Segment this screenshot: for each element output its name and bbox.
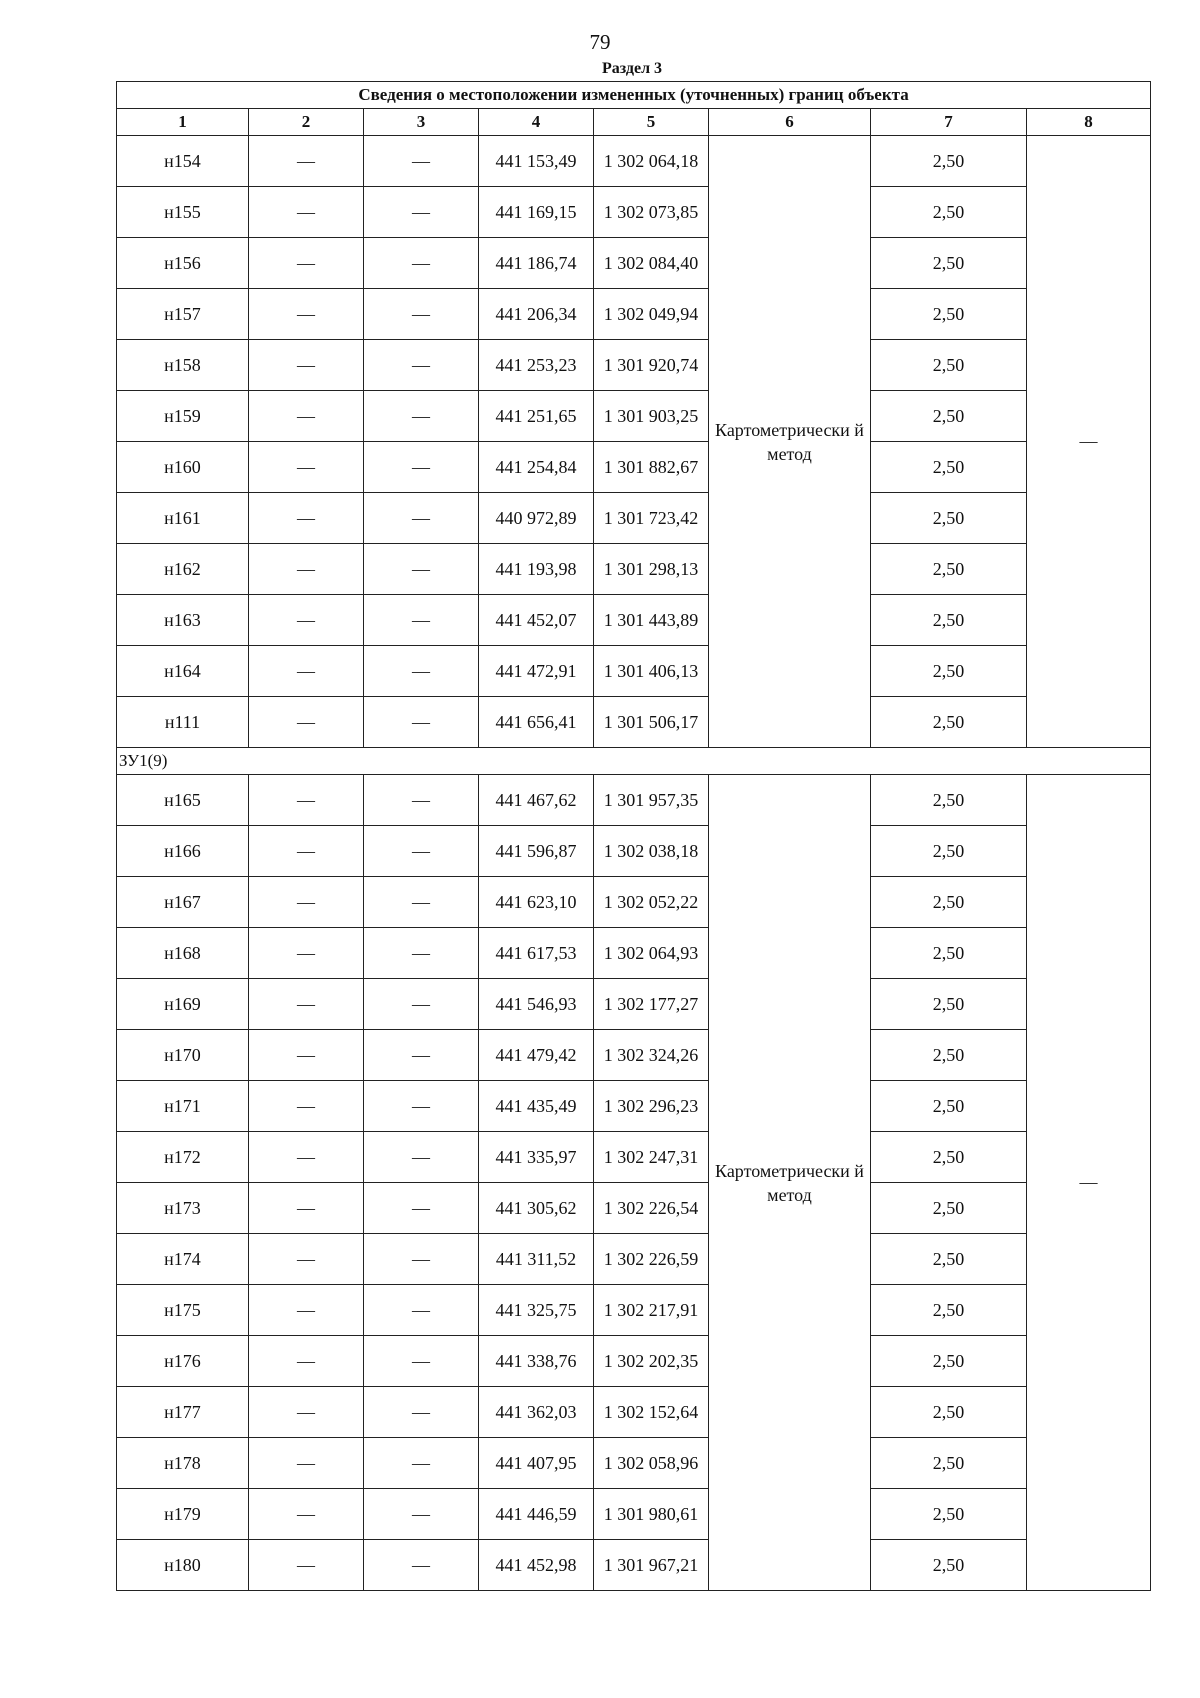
point-name-cell: н179 (117, 1489, 249, 1540)
point-name-cell: н163 (117, 595, 249, 646)
coord-y-cell: 1 302 226,54 (594, 1183, 709, 1234)
col2-cell: — (249, 697, 364, 748)
column-number-3: 3 (364, 109, 479, 136)
accuracy-cell: 2,50 (871, 493, 1027, 544)
column-number-5: 5 (594, 109, 709, 136)
table-row (117, 877, 1151, 928)
accuracy-cell: 2,50 (871, 1183, 1027, 1234)
coord-x-cell: 441 435,49 (479, 1081, 594, 1132)
col2-cell: — (249, 1132, 364, 1183)
coord-x-cell: 440 972,89 (479, 493, 594, 544)
point-name-cell: н178 (117, 1438, 249, 1489)
col2-cell: — (249, 1183, 364, 1234)
coord-y-cell: 1 302 177,27 (594, 979, 709, 1030)
table-row (117, 391, 1151, 442)
coord-y-cell: 1 302 226,59 (594, 1234, 709, 1285)
accuracy-cell: 2,50 (871, 595, 1027, 646)
accuracy-cell: 2,50 (871, 775, 1027, 826)
col3-cell: — (364, 340, 479, 391)
accuracy-cell: 2,50 (871, 391, 1027, 442)
col3-cell: — (364, 1540, 479, 1591)
accuracy-cell: 2,50 (871, 826, 1027, 877)
coord-x-cell: 441 452,07 (479, 595, 594, 646)
accuracy-cell: 2,50 (871, 1285, 1027, 1336)
table-row (117, 1183, 1151, 1234)
coord-x-cell: 441 472,91 (479, 646, 594, 697)
coord-x-cell: 441 153,49 (479, 136, 594, 187)
coord-x-cell: 441 407,95 (479, 1438, 594, 1489)
accuracy-cell: 2,50 (871, 1081, 1027, 1132)
point-name-cell: н174 (117, 1234, 249, 1285)
point-name-cell: н180 (117, 1540, 249, 1591)
coord-y-cell: 1 302 324,26 (594, 1030, 709, 1081)
accuracy-cell: 2,50 (871, 1438, 1027, 1489)
table-row (117, 493, 1151, 544)
accuracy-cell: 2,50 (871, 1030, 1027, 1081)
point-name-cell: н158 (117, 340, 249, 391)
col2-cell: — (249, 1489, 364, 1540)
coord-x-cell: 441 325,75 (479, 1285, 594, 1336)
coord-x-cell: 441 169,15 (479, 187, 594, 238)
col2-cell: — (249, 1438, 364, 1489)
accuracy-cell: 2,50 (871, 928, 1027, 979)
accuracy-cell: 2,50 (871, 544, 1027, 595)
group-label-row (117, 748, 1151, 775)
accuracy-cell: 2,50 (871, 136, 1027, 187)
col2-cell: — (249, 187, 364, 238)
coord-y-cell: 1 301 443,89 (594, 595, 709, 646)
col2-cell: — (249, 238, 364, 289)
table-row (117, 1234, 1151, 1285)
table-row (117, 1285, 1151, 1336)
col2-cell: — (249, 1081, 364, 1132)
col3-cell: — (364, 1081, 479, 1132)
coord-y-cell: 1 302 247,31 (594, 1132, 709, 1183)
accuracy-cell: 2,50 (871, 697, 1027, 748)
coord-x-cell: 441 546,93 (479, 979, 594, 1030)
col3-cell: — (364, 1132, 479, 1183)
column-number-2: 2 (249, 109, 364, 136)
accuracy-cell: 2,50 (871, 340, 1027, 391)
point-name-cell: н166 (117, 826, 249, 877)
table-row (117, 187, 1151, 238)
method-cell: Картометрически й метод (709, 136, 871, 748)
table-row (117, 1081, 1151, 1132)
col2-cell: — (249, 877, 364, 928)
col3-cell: — (364, 1285, 479, 1336)
accuracy-cell: 2,50 (871, 1387, 1027, 1438)
col3-cell: — (364, 544, 479, 595)
accuracy-cell: 2,50 (871, 1234, 1027, 1285)
point-name-cell: н168 (117, 928, 249, 979)
coord-y-cell: 1 302 038,18 (594, 826, 709, 877)
col3-cell: — (364, 1489, 479, 1540)
table-row (117, 1438, 1151, 1489)
table-row (117, 979, 1151, 1030)
coord-x-cell: 441 446,59 (479, 1489, 594, 1540)
column-number-7: 7 (871, 109, 1027, 136)
col3-cell: — (364, 136, 479, 187)
table-row (117, 928, 1151, 979)
coord-x-cell: 441 253,23 (479, 340, 594, 391)
coord-x-cell: 441 193,98 (479, 544, 594, 595)
table-row (117, 238, 1151, 289)
point-name-cell: н177 (117, 1387, 249, 1438)
col3-cell: — (364, 289, 479, 340)
coord-y-cell: 1 301 723,42 (594, 493, 709, 544)
col3-cell: — (364, 877, 479, 928)
coord-y-cell: 1 302 217,91 (594, 1285, 709, 1336)
point-name-cell: н165 (117, 775, 249, 826)
table-row (117, 595, 1151, 646)
accuracy-cell: 2,50 (871, 1489, 1027, 1540)
col2-cell: — (249, 442, 364, 493)
point-name-cell: н169 (117, 979, 249, 1030)
col2-cell: — (249, 1336, 364, 1387)
table-row (117, 697, 1151, 748)
coord-y-cell: 1 301 298,13 (594, 544, 709, 595)
col2-cell: — (249, 928, 364, 979)
point-name-cell: н162 (117, 544, 249, 595)
coord-x-cell: 441 596,87 (479, 826, 594, 877)
point-name-cell: н157 (117, 289, 249, 340)
col3-cell: — (364, 1438, 479, 1489)
coord-y-cell: 1 301 406,13 (594, 646, 709, 697)
table-body (117, 82, 1151, 1591)
point-name-cell: н161 (117, 493, 249, 544)
coord-y-cell: 1 301 957,35 (594, 775, 709, 826)
col3-cell: — (364, 238, 479, 289)
table-row (117, 1132, 1151, 1183)
col2-cell: — (249, 289, 364, 340)
point-name-cell: н155 (117, 187, 249, 238)
method-cell: Картометрически й метод (709, 775, 871, 1591)
table-row (117, 340, 1151, 391)
coord-x-cell: 441 452,98 (479, 1540, 594, 1591)
table-caption: Сведения о местоположении измененных (уточненных) границ объекта (117, 82, 1151, 109)
col2-cell: — (249, 646, 364, 697)
coord-x-cell: 441 311,52 (479, 1234, 594, 1285)
coord-y-cell: 1 301 980,61 (594, 1489, 709, 1540)
col3-cell: — (364, 442, 479, 493)
col8-cell: — (1027, 775, 1151, 1591)
col2-cell: — (249, 136, 364, 187)
table-row (117, 289, 1151, 340)
coord-x-cell: 441 335,97 (479, 1132, 594, 1183)
column-number-6: 6 (709, 109, 871, 136)
col2-cell: — (249, 595, 364, 646)
col2-cell: — (249, 1234, 364, 1285)
coord-x-cell: 441 206,34 (479, 289, 594, 340)
col3-cell: — (364, 595, 479, 646)
col3-cell: — (364, 1336, 479, 1387)
col2-cell: — (249, 1387, 364, 1438)
col3-cell: — (364, 775, 479, 826)
col3-cell: — (364, 697, 479, 748)
col2-cell: — (249, 1285, 364, 1336)
coord-x-cell: 441 338,76 (479, 1336, 594, 1387)
point-name-cell: н167 (117, 877, 249, 928)
point-name-cell: н159 (117, 391, 249, 442)
coord-y-cell: 1 301 920,74 (594, 340, 709, 391)
point-name-cell: н164 (117, 646, 249, 697)
coord-x-cell: 441 251,65 (479, 391, 594, 442)
col2-cell: — (249, 493, 364, 544)
coord-y-cell: 1 302 296,23 (594, 1081, 709, 1132)
col2-cell: — (249, 340, 364, 391)
coord-x-cell: 441 656,41 (479, 697, 594, 748)
col2-cell: — (249, 826, 364, 877)
accuracy-cell: 2,50 (871, 289, 1027, 340)
table-row (117, 442, 1151, 493)
coord-x-cell: 441 617,53 (479, 928, 594, 979)
coord-y-cell: 1 301 903,25 (594, 391, 709, 442)
col2-cell: — (249, 1030, 364, 1081)
col3-cell: — (364, 391, 479, 442)
coord-x-cell: 441 254,84 (479, 442, 594, 493)
coord-y-cell: 1 302 064,18 (594, 136, 709, 187)
column-number-row (117, 109, 1151, 136)
section-title: Раздел 3 (601, 60, 663, 77)
coord-y-cell: 1 302 202,35 (594, 1336, 709, 1387)
accuracy-cell: 2,50 (871, 187, 1027, 238)
point-name-cell: н175 (117, 1285, 249, 1336)
column-number-4: 4 (479, 109, 594, 136)
table-row (117, 1336, 1151, 1387)
col3-cell: — (364, 187, 479, 238)
table-row (117, 136, 1151, 187)
col3-cell: — (364, 1030, 479, 1081)
coord-y-cell: 1 302 052,22 (594, 877, 709, 928)
coord-x-cell: 441 305,62 (479, 1183, 594, 1234)
col3-cell: — (364, 826, 479, 877)
accuracy-cell: 2,50 (871, 1336, 1027, 1387)
column-number-1: 1 (117, 109, 249, 136)
page-number: 79 (589, 30, 611, 54)
table-row (117, 646, 1151, 697)
coordinates-table (116, 81, 1151, 1591)
point-name-cell: н154 (117, 136, 249, 187)
col2-cell: — (249, 544, 364, 595)
col3-cell: — (364, 1234, 479, 1285)
coord-x-cell: 441 479,42 (479, 1030, 594, 1081)
accuracy-cell: 2,50 (871, 877, 1027, 928)
point-name-cell: н171 (117, 1081, 249, 1132)
col2-cell: — (249, 979, 364, 1030)
point-name-cell: н156 (117, 238, 249, 289)
coord-x-cell: 441 362,03 (479, 1387, 594, 1438)
col3-cell: — (364, 928, 479, 979)
accuracy-cell: 2,50 (871, 442, 1027, 493)
table-row (117, 1540, 1151, 1591)
col2-cell: — (249, 775, 364, 826)
point-name-cell: н160 (117, 442, 249, 493)
point-name-cell: н170 (117, 1030, 249, 1081)
col2-cell: — (249, 391, 364, 442)
coord-y-cell: 1 301 882,67 (594, 442, 709, 493)
table-row (117, 826, 1151, 877)
col3-cell: — (364, 979, 479, 1030)
group-label: ЗУ1(9) (117, 748, 1151, 775)
point-name-cell: н176 (117, 1336, 249, 1387)
coord-x-cell: 441 467,62 (479, 775, 594, 826)
col2-cell: — (249, 1540, 364, 1591)
table-row (117, 1387, 1151, 1438)
coord-y-cell: 1 302 073,85 (594, 187, 709, 238)
column-number-8: 8 (1027, 109, 1151, 136)
table-row (117, 1030, 1151, 1081)
table-row (117, 1489, 1151, 1540)
coord-x-cell: 441 623,10 (479, 877, 594, 928)
accuracy-cell: 2,50 (871, 646, 1027, 697)
col8-cell: — (1027, 136, 1151, 748)
coord-y-cell: 1 302 058,96 (594, 1438, 709, 1489)
accuracy-cell: 2,50 (871, 1132, 1027, 1183)
coord-y-cell: 1 301 506,17 (594, 697, 709, 748)
accuracy-cell: 2,50 (871, 238, 1027, 289)
col3-cell: — (364, 1387, 479, 1438)
coord-y-cell: 1 301 967,21 (594, 1540, 709, 1591)
coord-y-cell: 1 302 064,93 (594, 928, 709, 979)
point-name-cell: н173 (117, 1183, 249, 1234)
table-caption-row (117, 82, 1151, 109)
coord-x-cell: 441 186,74 (479, 238, 594, 289)
accuracy-cell: 2,50 (871, 1540, 1027, 1591)
accuracy-cell: 2,50 (871, 979, 1027, 1030)
table-row (117, 775, 1151, 826)
col3-cell: — (364, 493, 479, 544)
table-row (117, 544, 1151, 595)
point-name-cell: н111 (117, 697, 249, 748)
coord-y-cell: 1 302 152,64 (594, 1387, 709, 1438)
col3-cell: — (364, 1183, 479, 1234)
coord-y-cell: 1 302 084,40 (594, 238, 709, 289)
col3-cell: — (364, 646, 479, 697)
coord-y-cell: 1 302 049,94 (594, 289, 709, 340)
point-name-cell: н172 (117, 1132, 249, 1183)
